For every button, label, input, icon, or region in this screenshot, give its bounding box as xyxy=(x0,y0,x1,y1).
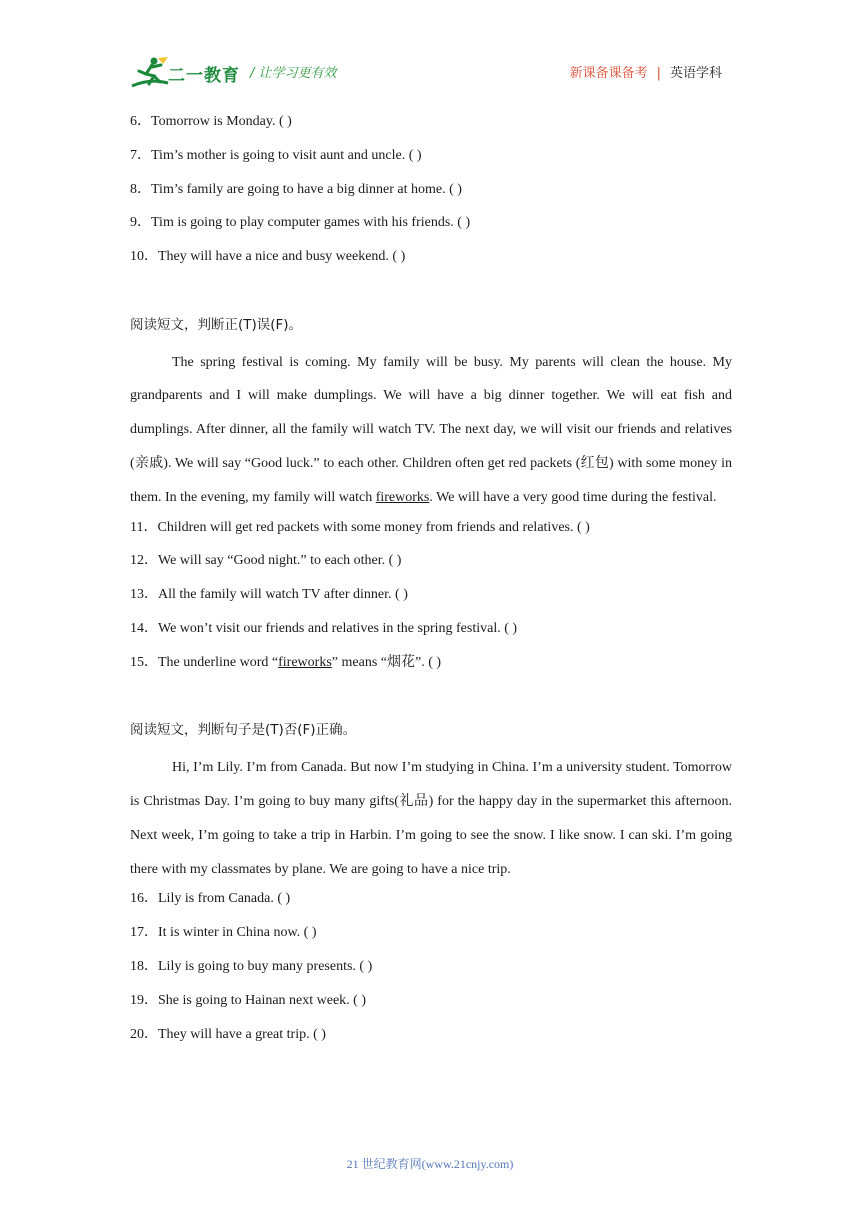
question-7: 7．Tim’s mother is going to visit aunt and uncle. ( ) xyxy=(130,147,422,163)
page-footer: 21 世纪教育网(www.21cnjy.com) xyxy=(346,1157,514,1171)
question-13: 13．All the family will watch TV after dinner. ( ) xyxy=(130,587,408,603)
question-17: 17．It is winter in China now. ( ) xyxy=(130,925,317,941)
header-subject-label: 英语学科 xyxy=(669,66,722,81)
passage-text: The spring festival is coming. My family will be busy. My parents will clean the house. My grandparents and I will make dumplings. We will have a big dinner together. We will eat fish and dumplings. After dinner, all the family will watch TV. The next day, we will visit our friends and relatives (亲戚). We will say “Good luck.” to each other. Children often get red packets (红包) with some money in them. In the evening, my family will watch xyxy=(130,354,732,505)
question-15 xyxy=(130,650,732,684)
logo xyxy=(130,56,250,92)
question-6: 6．Tomorrow is Monday. ( ) xyxy=(130,114,292,129)
section-instruction: 阅读短文，判断句子是(T)否(F)正确。 xyxy=(130,722,357,739)
logo-text: 二一教育 xyxy=(168,66,240,86)
passage-text-end: . We will have a very good time during the festival. xyxy=(429,489,717,505)
question-18: 18．Lily is going to buy many presents. ( ) xyxy=(130,958,373,974)
question-15-text-end: ” means “烟花”. ( ) xyxy=(331,654,442,670)
question-8: 8．Tim’s family are going to have a big dinner at home. ( ) xyxy=(130,181,462,197)
section-instruction: 阅读短文，判断正(T)误(F)。 xyxy=(130,316,303,333)
question-10: 10．They will have a nice and busy weekend. ( ) xyxy=(130,249,406,265)
question-19: 19．She is going to Hainan next week. ( ) xyxy=(130,992,367,1008)
header-subject xyxy=(570,62,722,81)
question-9: 9．Tim is going to play computer games with his friends. ( ) xyxy=(130,215,471,231)
header-tagline: 新课备课备考 xyxy=(569,66,648,81)
reading-passage xyxy=(130,346,732,515)
document-body xyxy=(130,109,732,1055)
underlined-word: fireworks xyxy=(375,489,430,505)
page-header xyxy=(0,0,860,100)
question-14: 14．We won’t visit our friends and relatives in the spring festival. ( ) xyxy=(130,620,518,636)
question-15-text: 15．The underline word “ xyxy=(130,654,279,670)
underlined-word: fireworks xyxy=(278,654,332,670)
question-12: 12．We will say “Good night.” to each other. ( ) xyxy=(130,553,402,569)
question-16: 16．Lily is from Canada. ( ) xyxy=(130,891,291,907)
runner-logo-icon xyxy=(130,56,170,92)
slogan: / 让学习更有效 xyxy=(250,66,337,81)
reading-passage: Hi, I’m Lily. I’m from Canada. But now I’m studying in China. I’m a university student. Tomorrow is Christmas Day. I’m going to buy many gifts(礼品) for the happy day in the supermarket this afternoon. Next week, I’m going to take a trip in Harbin. I’m going to see the snow. I like snow. I can ski. I’m going there with my classmates by plane. We are going to have a nice trip. xyxy=(130,760,732,877)
header-separator: | xyxy=(656,66,661,81)
question-20: 20．They will have a great trip. ( ) xyxy=(130,1026,326,1042)
question-11: 11．Children will get red packets with some money from friends and relatives. ( ) xyxy=(130,519,590,535)
